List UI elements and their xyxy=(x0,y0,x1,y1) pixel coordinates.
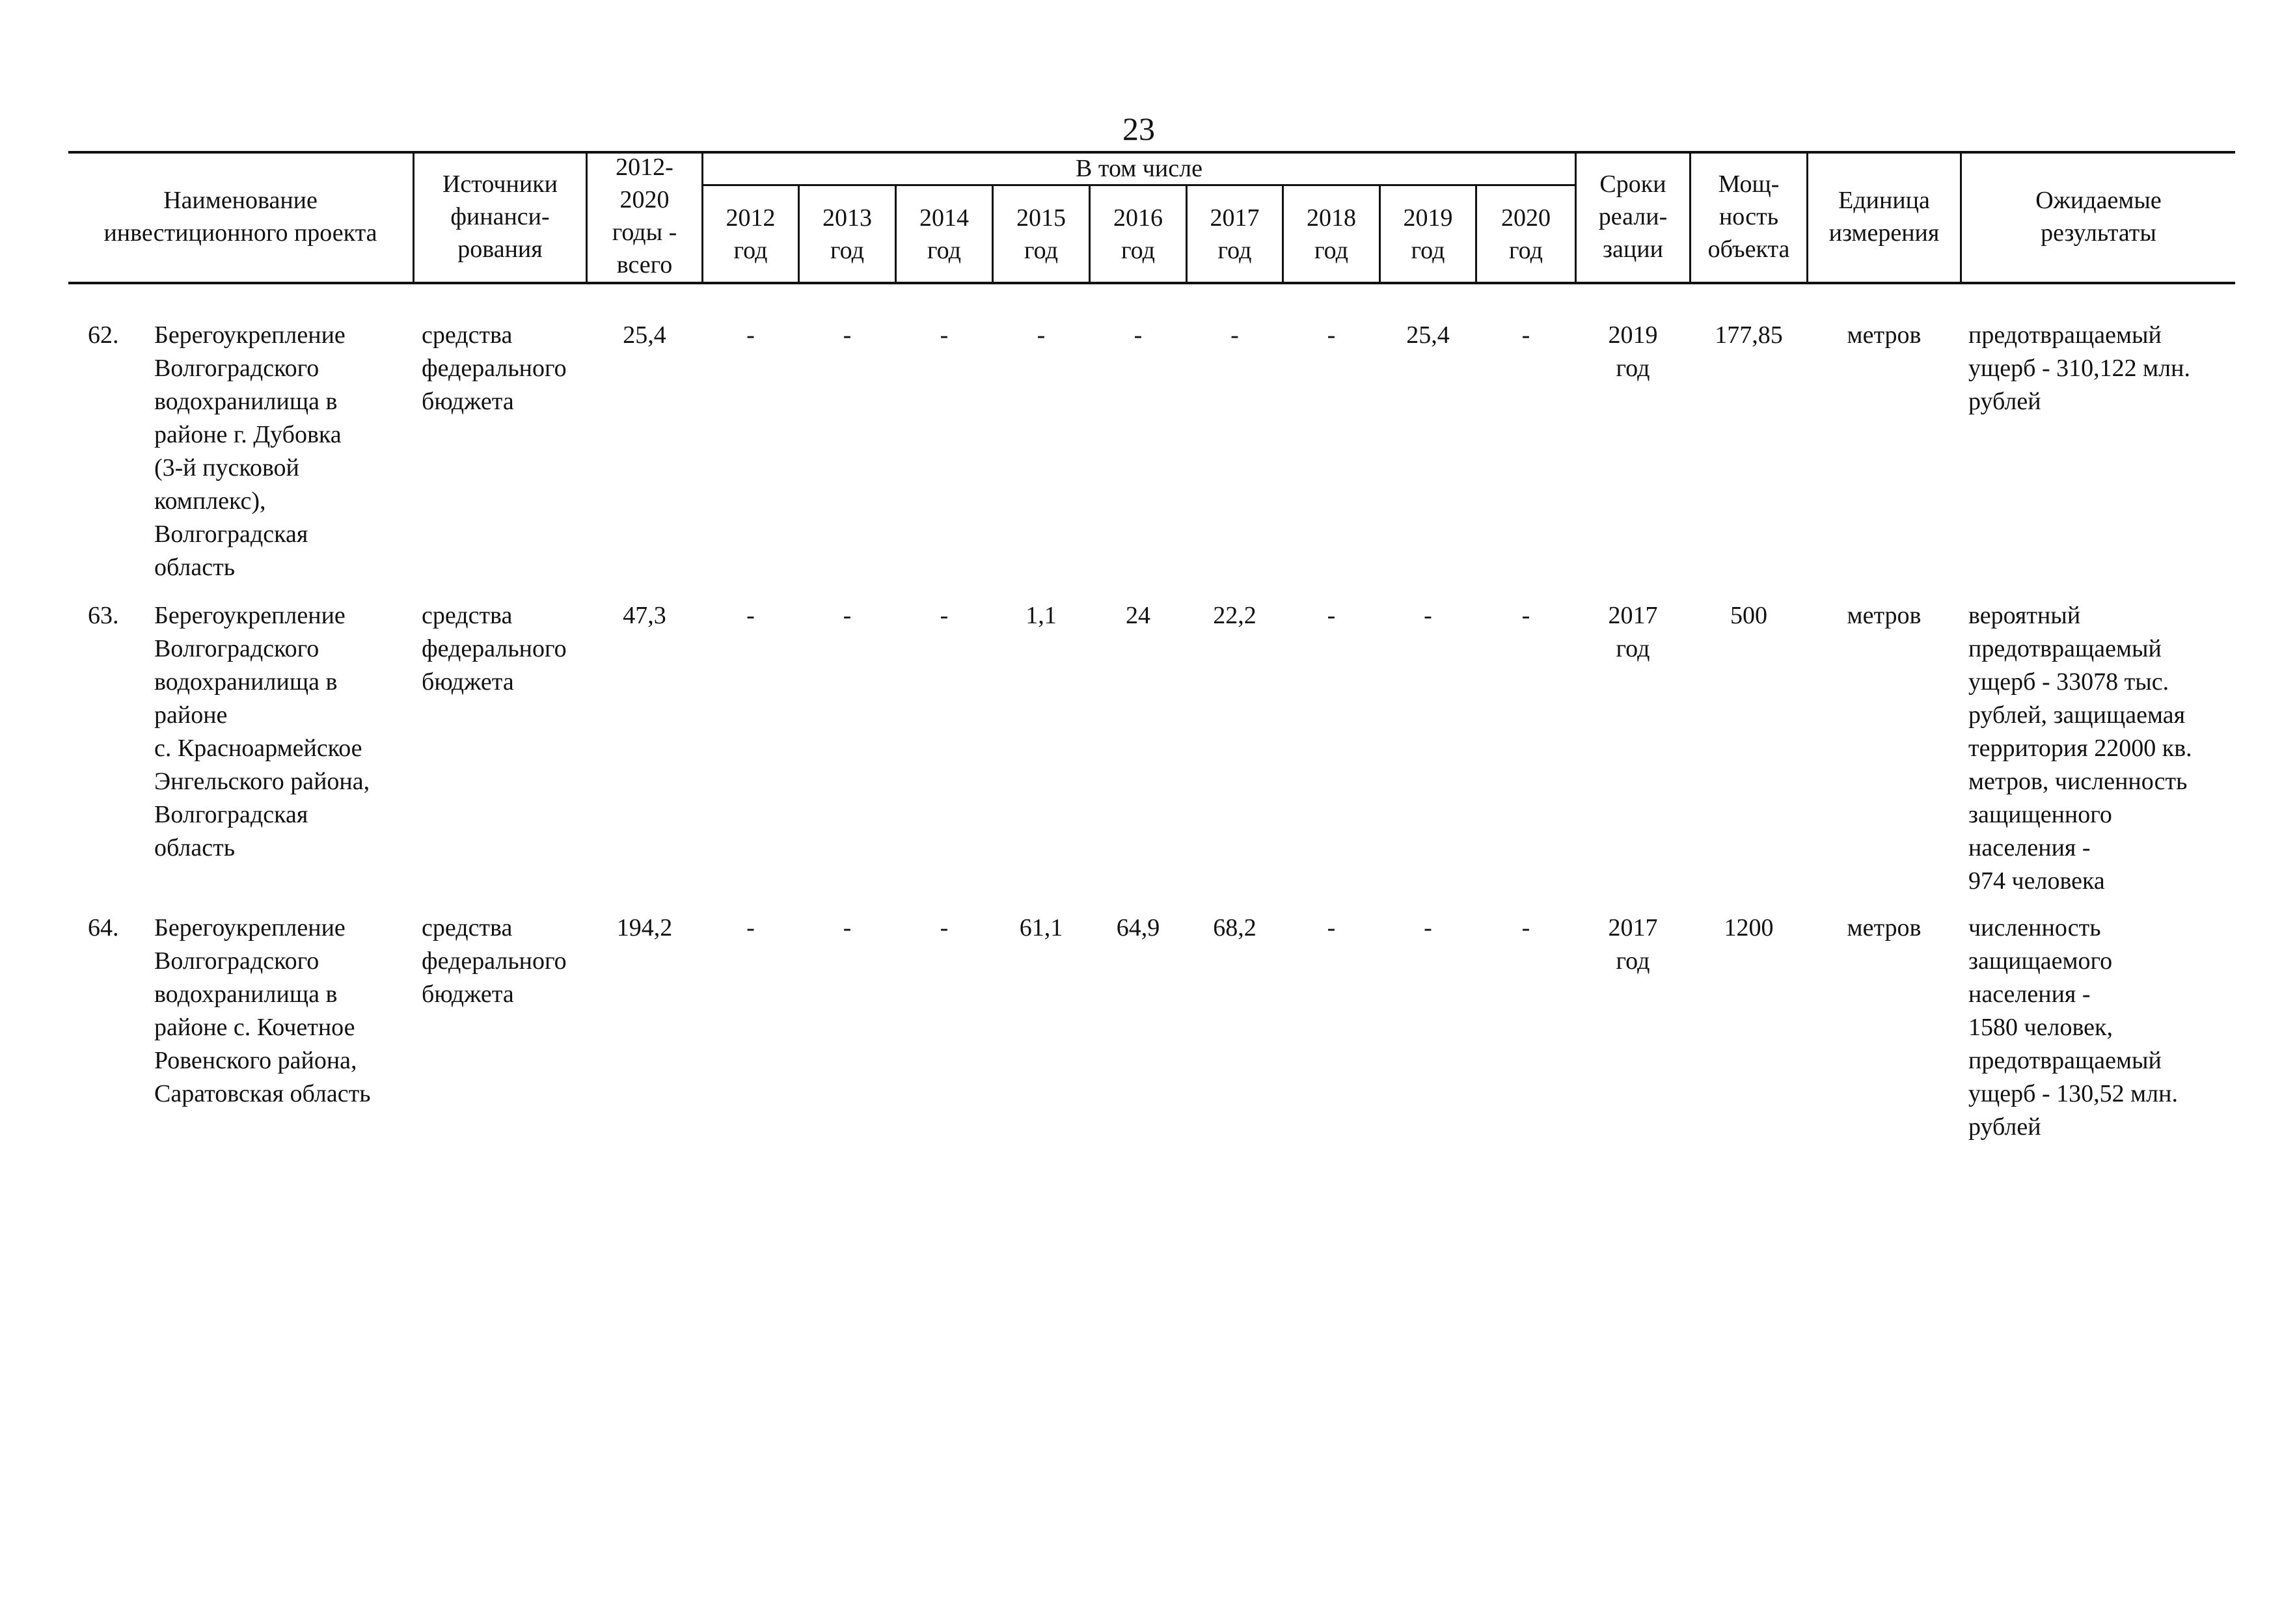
funding-source: средства федерального бюджета xyxy=(422,914,567,1008)
year-value: - xyxy=(1424,914,1432,941)
row-number: 62. xyxy=(88,321,119,349)
header-capacity: Мощ- ность объекта xyxy=(1707,170,1790,263)
year-value: - xyxy=(940,321,949,349)
header-total: 2012- 2020 годы - всего xyxy=(612,154,677,278)
capacity-value: 177,85 xyxy=(1715,321,1783,349)
year-value: - xyxy=(746,602,755,629)
year-value: 22,2 xyxy=(1213,602,1256,629)
page-number: 23 xyxy=(1122,111,1155,147)
year-value: - xyxy=(746,321,755,349)
year-value: - xyxy=(843,321,852,349)
header-year-2018: 2018 год xyxy=(1307,204,1356,264)
year-value: 25,4 xyxy=(1406,321,1450,349)
year-value: - xyxy=(843,602,852,629)
project-name: Берегоукрепление Волгоградского водохранилища в районе г. Дубовка (3-й пусковой комплекс), Волгоградская область xyxy=(154,321,346,581)
year-value: 61,1 xyxy=(1019,914,1063,941)
header-year-2012: 2012 год xyxy=(726,204,776,264)
header-including: В том числе xyxy=(1076,155,1202,182)
year-value: - xyxy=(1230,321,1239,349)
funding-source: средства федерального бюджета xyxy=(422,602,567,696)
year-value: - xyxy=(1327,914,1336,941)
funding-source: средства федерального бюджета xyxy=(422,321,567,415)
implementation-term: 2019 год xyxy=(1608,321,1658,382)
header-bottom-rule xyxy=(68,282,2235,284)
unit-value: метров xyxy=(1847,321,1922,349)
total-value: 25,4 xyxy=(623,321,666,349)
year-value: 68,2 xyxy=(1213,914,1256,941)
row-number: 64. xyxy=(88,914,119,941)
header-year-2017: 2017 год xyxy=(1210,204,1260,264)
header-project-name: Наименование инвестиционного проекта xyxy=(103,187,377,247)
year-value: - xyxy=(1134,321,1143,349)
header-expected-results: Ожидаемые результаты xyxy=(2035,187,2162,247)
year-value: 1,1 xyxy=(1026,602,1057,629)
year-value: - xyxy=(1521,914,1530,941)
year-value: - xyxy=(940,914,949,941)
unit-value: метров xyxy=(1847,602,1922,629)
header-funding-sources: Источники финанси- рования xyxy=(442,170,558,263)
year-value: - xyxy=(1327,602,1336,629)
year-value: 24 xyxy=(1126,602,1150,629)
year-value: - xyxy=(1327,321,1336,349)
header-year-2019: 2019 год xyxy=(1403,204,1453,264)
header-year-2014: 2014 год xyxy=(919,204,969,264)
header-unit: Единица измерения xyxy=(1828,187,1940,247)
row-number: 63. xyxy=(88,602,119,629)
expected-result: предотвращаемый ущерб - 310,122 млн. рублей xyxy=(1968,321,2190,415)
unit-value: метров xyxy=(1847,914,1922,941)
year-value: - xyxy=(1424,602,1432,629)
project-name: Берегоукрепление Волгоградского водохранилища в районе с. Кочетное Ровенского района, Саратовская область xyxy=(154,914,371,1107)
implementation-term: 2017 год xyxy=(1608,602,1658,662)
expected-result: вероятный предотвращаемый ущерб - 33078 тыс. рублей, защищаемая территория 22000 кв. метров, численность защищенного населения - 974 человека xyxy=(1968,602,2192,895)
header-implementation-terms: Сроки реали- зации xyxy=(1598,170,1668,263)
implementation-term: 2017 год xyxy=(1608,914,1658,975)
header-year-2013: 2013 год xyxy=(822,204,872,264)
year-value: - xyxy=(1521,602,1530,629)
header-year-2015: 2015 год xyxy=(1016,204,1066,264)
year-value: - xyxy=(746,914,755,941)
year-value: - xyxy=(843,914,852,941)
total-value: 47,3 xyxy=(623,602,666,629)
header-year-2016: 2016 год xyxy=(1113,204,1163,264)
year-value: - xyxy=(1521,321,1530,349)
year-value: - xyxy=(1037,321,1046,349)
total-value: 194,2 xyxy=(616,914,673,941)
expected-result: численность защищаемого населения - 1580 человек, предотвращаемый ущерб - 130,52 млн. рублей xyxy=(1968,914,2178,1141)
project-name: Берегоукрепление Волгоградского водохранилища в районе с. Красноармейское Энгельского района, Волгоградская область xyxy=(154,602,370,861)
capacity-value: 500 xyxy=(1730,602,1767,629)
header-year-2020: 2020 год xyxy=(1501,204,1551,264)
capacity-value: 1200 xyxy=(1724,914,1774,941)
year-value: 64,9 xyxy=(1116,914,1160,941)
year-value: - xyxy=(940,602,949,629)
